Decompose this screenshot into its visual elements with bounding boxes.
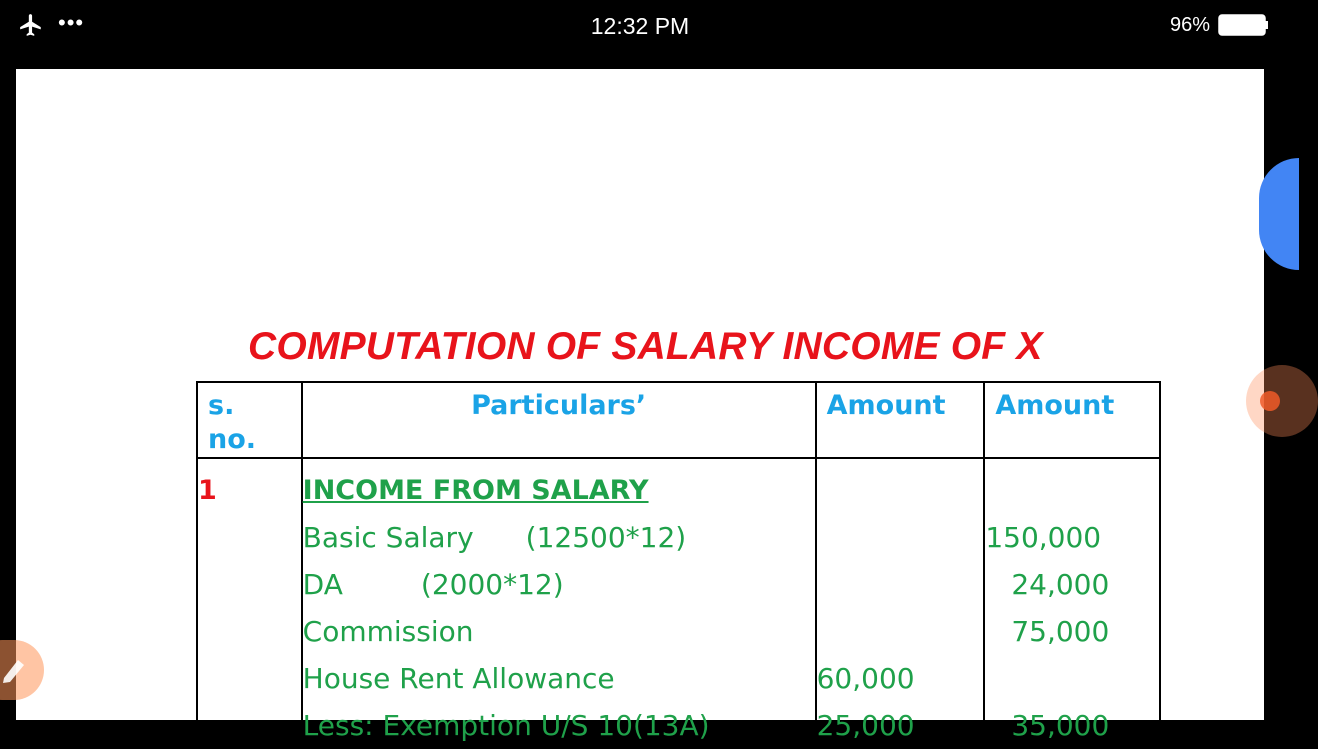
particular-detail: (2000*12) [420,568,564,601]
particular-label: Less: Exemption U/S 10(13A) [302,702,816,749]
bubble-dot-icon [1260,391,1280,411]
particular-detail: (12500*12) [525,521,687,554]
particular-label: DA [302,568,343,601]
document-title: COMPUTATION OF SALARY INCOME OF X [248,325,1043,368]
battery-icon [1218,14,1268,36]
pencil-icon [0,652,28,684]
section-heading: INCOME FROM SALARY [302,475,649,506]
salary-table [196,381,1161,749]
particular-label: Commission [302,608,816,655]
table-header-row [197,382,1160,458]
section-number: 1 [198,475,217,506]
document-page[interactable] [16,69,1264,742]
amount-cell: 75,000 [984,608,1160,655]
more-icon: ••• [58,10,85,35]
table-row [197,458,1160,514]
floating-assistant-bubble[interactable] [1246,365,1318,437]
header-sno: s. no. [197,382,302,458]
table-row [197,608,1160,655]
table-row [197,702,1160,749]
amount-cell [816,561,985,608]
amount-cell: 150,000 [984,514,1160,561]
amount-cell: 60,000 [816,655,985,702]
particular-label: House Rent Allowance [302,655,816,702]
battery-percent: 96% [1170,14,1211,36]
header-amount-1: Amount [816,382,985,458]
amount-cell [816,514,985,561]
amount-cell: 25,000 [816,702,985,749]
status-bar [0,0,1280,50]
table-row [197,514,1160,561]
side-panel-handle[interactable] [1259,158,1299,270]
particular-label: Basic Salary [302,521,474,554]
amount-cell: 35,000 [984,702,1160,749]
table-row [197,561,1160,608]
header-particulars: Particulars’ [302,382,816,458]
amount-cell [816,608,985,655]
status-time: 12:32 PM [590,13,690,39]
amount-cell: 24,000 [984,561,1160,608]
header-amount-2: Amount [984,382,1160,458]
table-row [197,655,1160,702]
amount-cell [984,655,1160,702]
